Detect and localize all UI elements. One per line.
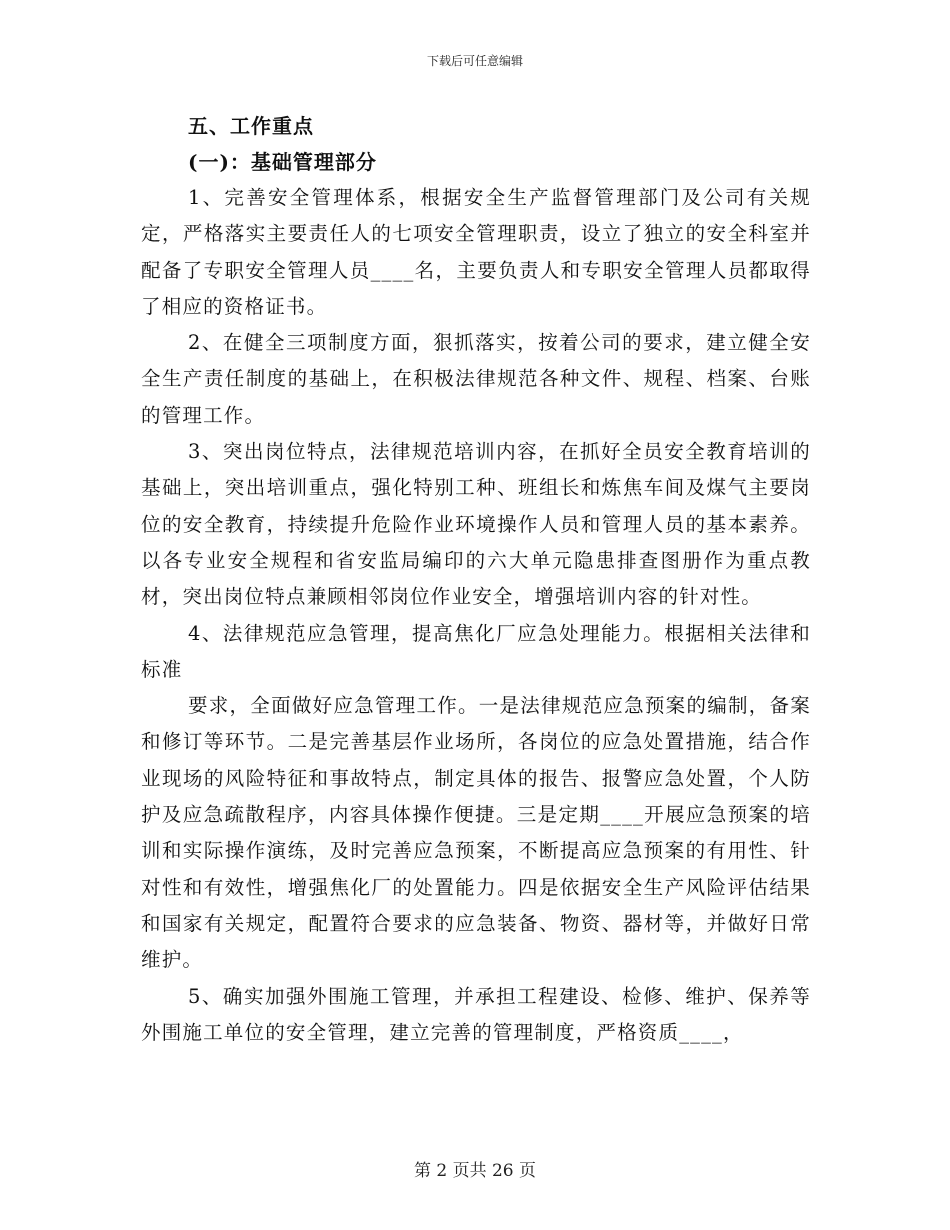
paragraph-2: 2、在健全三项制度方面，狠抓落实，按着公司的要求，建立健全安全生产责任制度的基础上，在积极法律规范各种文件、规程、档案、台账的管理工作。 — [141, 331, 811, 427]
section-title: 五、工作重点 — [188, 114, 314, 138]
paragraph-1: 1、完善安全管理体系，根据安全生产监督管理部门及公司有关规定，严格落实主要责任人的七项安全管理职责，设立了独立的安全科室并配备了专职安全管理人员____名，主要负责人和专职安全管理人员都取得了相应的资格证书。 — [141, 186, 811, 318]
paragraph-5: 5、确实加强外围施工管理，并承担工程建设、检修、维护、保养等外围施工单位的安全管理，建立完善的管理制度，严格资质____， — [141, 984, 811, 1044]
paragraph-3: 3、突出岗位特点，法律规范培训内容，在抓好全员安全教育培训的基础上，突出培训重点，强化特别工种、班组长和炼焦车间及煤气主要岗位的安全教育，持续提升危险作业环境操作人员和管理人员的基本素养。以各专业安全规程和省安监局编印的六大单元隐患排查图册作为重点教材，突出岗位特点兼顾相邻岗位作业安全，增强培训内容的针对性。 — [141, 440, 811, 609]
paragraph-4-continued: 要求，全面做好应急管理工作。一是法律规范应急预案的编制，备案和修订等环节。二是完善基层作业场所，各岗位的应急处置措施，结合作业现场的风险特征和事故特点，制定具体的报告、报警应急处置，个人防护及应急疏散程序，内容具体操作便捷。三是定期____开展应急预案的培训和实际操作演练，及时完善应急预案，不断提高应急预案的有用性、针对性和有效性，增强焦化厂的处置能力。四是依据安全生产风险评估结果和国家有关规定，配置符合要求的应急装备、物资、器材等，并做好日常维护。 — [141, 694, 811, 972]
page-header-note: 下载后可任意编辑 — [426, 54, 523, 68]
section-subtitle: (一)：基础管理部分 — [188, 150, 377, 174]
page-number: 第 2 页共 26 页 — [413, 1161, 537, 1181]
paragraph-4: 4、法律规范应急管理，提高焦化厂应急处理能力。根据相关法律和标准 — [141, 621, 811, 681]
document-body — [141, 108, 811, 1051]
